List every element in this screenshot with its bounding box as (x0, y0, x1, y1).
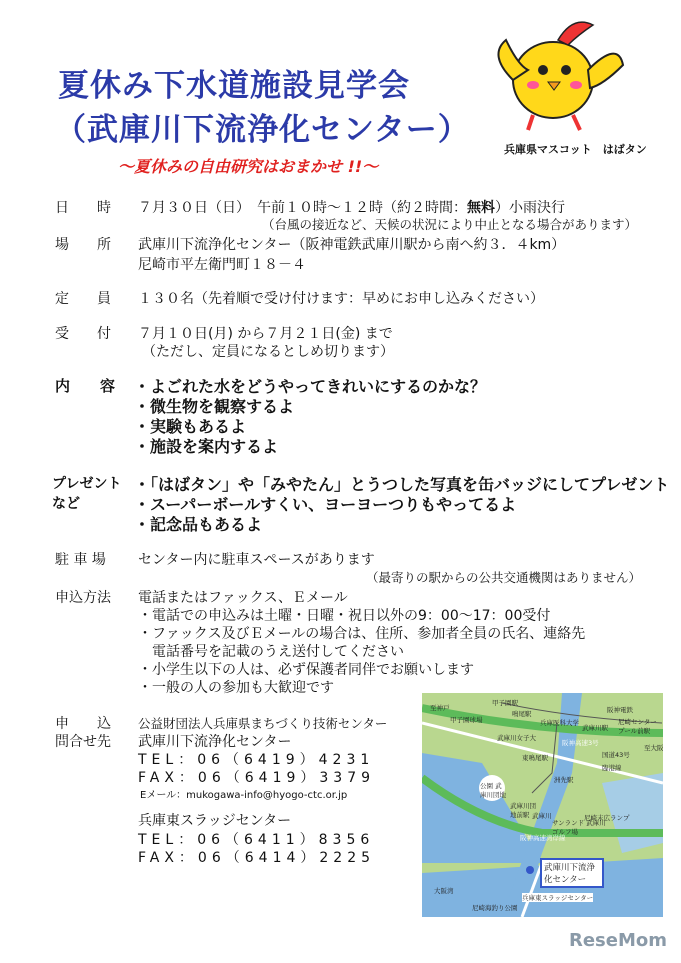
map-label: 大阪湾 (434, 887, 454, 895)
access-map (422, 693, 663, 917)
presents-label-2: など (52, 496, 80, 512)
map-label: 武庫川団地前駅 (510, 802, 536, 819)
map-label: 武庫川駅 (582, 724, 608, 732)
date-note: （台風の接近など、天候の状況により中止となる場合があります） (262, 217, 638, 232)
contact-label-2: 問合せ先 (55, 734, 111, 750)
map-label: 武庫川女子大 (497, 734, 536, 742)
watermark: ReseMom (568, 930, 667, 951)
map-label: 武庫川 (532, 812, 552, 820)
center2-name: 兵庫東スラッジセンター (138, 813, 292, 829)
map-label: 国道43号 (602, 751, 630, 759)
free-badge: 無料 (467, 200, 495, 216)
center1-fax: FAX：06（6419）3379 (138, 770, 376, 786)
center2-tel: TEL：06（6411）8356 (138, 832, 375, 848)
date-value (138, 197, 565, 217)
contents-item: ・実験もあるよ (134, 417, 247, 436)
presents-item: ・スーパーボールすくい、ヨーヨーつりもやってるよ (134, 495, 517, 514)
contents-item: ・微生物を観察するよ (134, 397, 295, 416)
capacity-value: １３０名（先着順で受け付けます：早めにお申し込みください） (138, 291, 544, 307)
presents-item: ・「はばタン」や「みやたん」とうつした写真を缶バッジにしてプレゼント (134, 475, 670, 494)
date-text: ７月３０日（日） 午前１０時～１２時（約２時間： (138, 200, 467, 216)
center2-fax: FAX：06（6414）2225 (138, 850, 376, 866)
apply-item: ・ファックス及びＥメールの場合は、住所、参加者全員の氏名、連絡先 (138, 626, 586, 642)
apply-item: 電話番号を記載のうえ送付してください (138, 644, 404, 660)
contact-label: 申 込 (55, 716, 111, 732)
apply-item: ・電話での申込みは土曜・日曜・祝日以外の9：00～17：00受付 (138, 608, 551, 624)
apply-label: 申込方法 (55, 590, 111, 606)
map-label: 尼崎末広ランプ (584, 814, 630, 822)
contents-item: ・よごれた水をどうやってきれいにするのかな？ (134, 377, 487, 396)
presents-item: ・記念品もあるよ (134, 515, 263, 534)
reception-value: ７月１０日(月) から７月２１日(金) まで (138, 326, 393, 342)
map-label: 阪神高速湾岸線 (520, 834, 566, 842)
map-target-label: 武庫川下流浄化センター (540, 858, 604, 888)
map-label: 公園 武庫川団地 (480, 782, 506, 799)
center1-email[interactable]: Eメール：mukogawa-info@hyogo-ctc.or.jp (140, 790, 348, 801)
apply-item: ・一般の人の参加も大歓迎です (138, 680, 334, 696)
reception-label: 受 付 (55, 326, 111, 342)
reception-note: （ただし、定員になるとしめ切ります） (142, 344, 394, 360)
apply-item: ・小学生以下の人は、必ず保護者同伴でお願いします (138, 662, 474, 678)
map-label: 甲子園駅 (492, 699, 518, 707)
parking-label: 駐 車 場 (55, 552, 106, 568)
contact-org: 公益財団法人兵庫県まちづくり技術センター (138, 716, 388, 731)
parking-note: （最寄りの駅からの公共交通機関はありません） (366, 570, 642, 585)
mascot-habatan-image (488, 10, 628, 140)
apply-value: 電話またはファックス、Ｅメール (138, 590, 348, 606)
map-label: 兵庫東スラッジセンター (522, 894, 594, 902)
map-label: 阪神高速3号 (562, 739, 599, 747)
title-line1: 夏休み下水道施設見学会 (58, 68, 410, 104)
place-label: 場 所 (55, 237, 111, 253)
center1-tel: TEL：06（6419）4231 (138, 752, 375, 768)
mascot-caption: 兵庫県マスコット はばタン (504, 143, 647, 156)
title-line2: （武庫川下流浄化センター） (55, 112, 470, 148)
place-line2: 尼崎市平左衛門町１８－４ (138, 257, 306, 273)
parking-value: センター内に駐車スペースがあります (138, 552, 375, 568)
date-text-after: ）小雨決行 (495, 200, 565, 216)
map-label: 至神戸 (430, 704, 450, 712)
map-label: 鳴尾駅 (512, 710, 532, 718)
map-label: 尼崎センタープール前駅 (618, 718, 657, 735)
map-label: サンランド 武庫川ゴルフ場 (552, 819, 606, 836)
map-label: 兵庫医科大学 (540, 719, 579, 727)
date-label: 日 時 (55, 200, 111, 216)
place-line1: 武庫川下流浄化センター（阪神電鉄武庫川駅から南へ約３．４km） (138, 237, 566, 253)
presents-label: プレゼント (52, 476, 122, 492)
center1-name: 武庫川下流浄化センター (138, 734, 292, 750)
map-label: 阪神電鉄 (607, 706, 633, 714)
contents-label: 内 容 (55, 377, 116, 395)
map-label: 甲子園球場 (450, 716, 483, 724)
contents-item: ・施設を案内するよ (134, 437, 279, 456)
map-label: 尼崎海釣り公園 (472, 904, 518, 912)
map-label: 洲先駅 (554, 776, 574, 784)
capacity-label: 定 員 (55, 291, 111, 307)
map-label: 至大阪 (644, 744, 663, 752)
subtitle: ～夏休みの自由研究はおまかせ !!～ (118, 157, 379, 176)
map-label: 東鳴尾駅 (522, 754, 548, 762)
map-label: 臨港線 (602, 764, 622, 772)
